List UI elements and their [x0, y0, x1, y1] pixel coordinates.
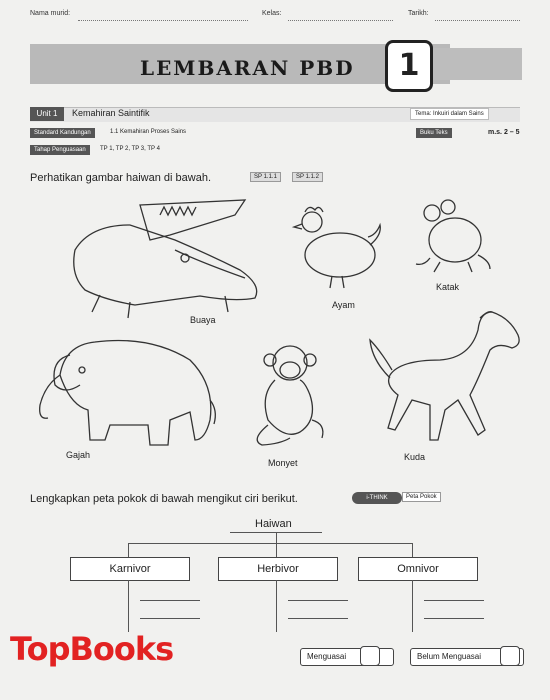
label-kuda: Kuda	[404, 452, 426, 462]
menguasai-label: Menguasai	[307, 652, 347, 661]
tahap-label: Tahap Penguasaan	[30, 145, 90, 155]
label-gajah: Gajah	[66, 450, 91, 460]
monkey-image	[257, 346, 323, 445]
elephant-image	[40, 340, 216, 445]
branch-drop-2	[276, 543, 277, 557]
lesson-number: 1	[385, 40, 433, 92]
sp-tag-1: SP 1.1.1	[250, 172, 281, 182]
instruction-2: Lengkapkan peta pokok di bawah mengikut ciri berikut.	[30, 493, 298, 505]
answer-line-2b[interactable]	[288, 618, 348, 619]
sp-tag-2: SP 1.1.2	[292, 172, 323, 182]
standard-label: Standard Kandungan	[30, 128, 95, 138]
unit-label: Unit 1	[30, 107, 64, 121]
buku-teks-label: Buku Teks	[416, 128, 452, 138]
kelas-label: Kelas:	[262, 10, 282, 17]
belum-menguasai-label: Belum Menguasai	[417, 652, 482, 661]
chicken-image	[294, 207, 380, 288]
frog-image	[416, 200, 490, 272]
branch-karnivor: Karnivor	[70, 557, 190, 581]
crocodile-image	[74, 200, 257, 318]
answer-line-3b[interactable]	[424, 618, 484, 619]
stem-3	[412, 580, 413, 632]
belum-checkbox[interactable]	[500, 646, 520, 666]
branch-herbivor: Herbivor	[218, 557, 338, 581]
stem-1	[128, 580, 129, 632]
instruction-1: Perhatikan gambar haiwan di bawah.	[30, 172, 212, 184]
branch-drop-3	[412, 543, 413, 557]
answer-line-3a[interactable]	[424, 600, 484, 601]
buku-teks-pages: m.s. 2 – 5	[488, 129, 520, 136]
horse-image	[370, 312, 519, 440]
branch-drop-1	[128, 543, 129, 557]
brand-logo: TopBooks	[10, 630, 174, 668]
peta-pokok-tag: Peta Pokok	[402, 492, 441, 502]
answer-line-1b[interactable]	[140, 618, 200, 619]
ithink-badge: i-THINK	[352, 492, 402, 504]
label-monyet: Monyet	[268, 458, 298, 468]
tree-root: Haiwan	[255, 518, 292, 530]
nama-label: Nama murid:	[30, 10, 71, 17]
trunk-line	[276, 533, 277, 543]
branch-omnivor: Omnivor	[358, 557, 478, 581]
label-ayam: Ayam	[332, 300, 355, 310]
tema-badge: Tema: Inkuiri dalam Sains	[410, 108, 489, 120]
label-katak: Katak	[436, 282, 460, 292]
stem-2	[276, 580, 277, 632]
answer-line-2a[interactable]	[288, 600, 348, 601]
menguasai-checkbox[interactable]	[360, 646, 380, 666]
answer-line-1a[interactable]	[140, 600, 200, 601]
unit-title: Kemahiran Saintifik	[72, 108, 150, 118]
tarikh-label: Tarikh:	[408, 10, 429, 17]
label-buaya: Buaya	[190, 315, 216, 325]
branch-line	[128, 543, 412, 544]
tahap-text: TP 1, TP 2, TP 3, TP 4	[100, 146, 160, 152]
standard-text: 1.1 Kemahiran Proses Sains	[110, 129, 187, 135]
page-title: LEMBARAN PBD	[140, 56, 355, 80]
